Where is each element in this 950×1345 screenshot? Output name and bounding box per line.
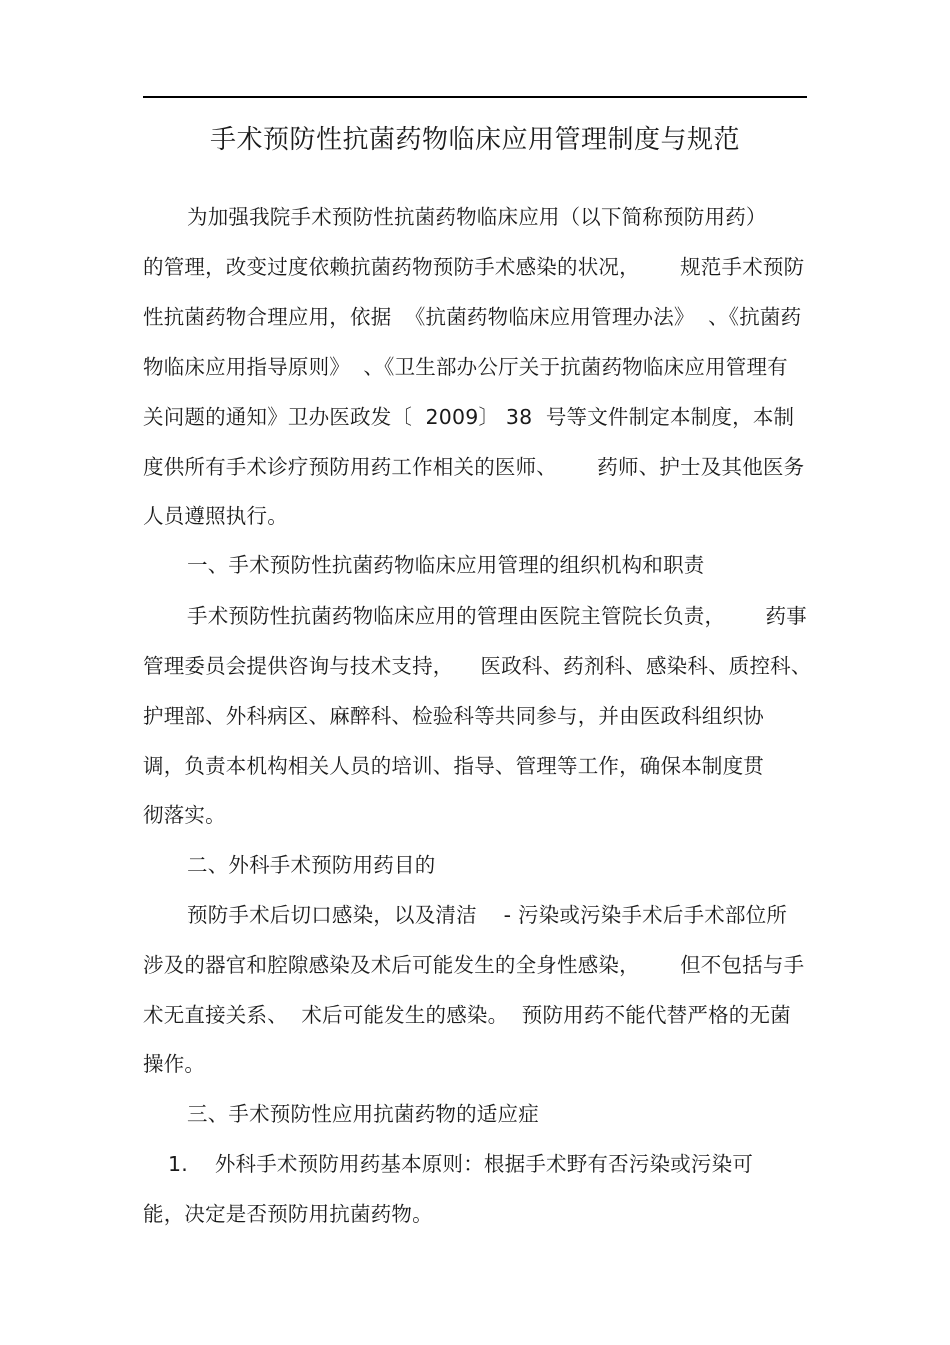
section-heading: 三、手术预防性应用抗菌药物的适应症 [187, 1102, 539, 1126]
body-line: 预防手术后切口感染，以及清洁 - 污染或污染手术后手术部位所 [187, 903, 788, 927]
body-line: 护理部、外科病区、麻醉科、检验科等共同参与，并由医政科组织协 [143, 704, 764, 728]
body-line: 彻落实。 [143, 803, 226, 827]
body-line: 为加强我院手术预防性抗菌药物临床应用（以下简称预防用药） [187, 205, 767, 229]
body-line: 能，决定是否预防用抗菌药物。 [143, 1202, 433, 1226]
body-line: 操作。 [143, 1052, 206, 1076]
section-heading: 二、外科手术预防用药目的 [187, 853, 436, 877]
body-line: 度供所有手术诊疗预防用药工作相关的医师、 药师、护士及其他医务 [143, 455, 805, 479]
body-line: 的管理，改变过度依赖抗菌药物预防手术感染的状况， 规范手术预防 [143, 255, 805, 279]
body-line: 术无直接关系、 术后可能发生的感染。 预防用药不能代替严格的无菌 [143, 1003, 791, 1027]
body-line: 调，负责本机构相关人员的培训、指导、管理等工作，确保本制度贯 [143, 754, 764, 778]
body-line: 手术预防性抗菌药物临床应用的管理由医院主管院长负责， 药事 [187, 604, 807, 628]
document-title: 手术预防性抗菌药物临床应用管理制度与规范 [209, 125, 740, 155]
list-item: 1. 外科手术预防用药基本原则：根据手术野有否污染或污染可 [168, 1152, 754, 1176]
body-line: 关问题的通知》卫办医政发〔 2009〕 38 号等文件制定本制度，本制 [143, 405, 795, 429]
body-line: 管理委员会提供咨询与技术支持， 医政科、药剂科、感染科、质控科、 [143, 654, 812, 678]
body-line: 涉及的器官和腔隙感染及术后可能发生的全身性感染， 但不包括与手 [143, 953, 805, 977]
section-heading: 一、手术预防性抗菌药物临床应用管理的组织机构和职责 [187, 553, 705, 577]
body-line: 性抗菌药物合理应用，依据 《抗菌药物临床应用管理办法》 、《抗菌药 [143, 305, 802, 329]
body-line: 人员遵照执行。 [143, 504, 288, 528]
header-rule [143, 96, 807, 98]
body-line: 物临床应用指导原则》 、《卫生部办公厅关于抗菌药物临床应用管理有 [143, 355, 788, 379]
